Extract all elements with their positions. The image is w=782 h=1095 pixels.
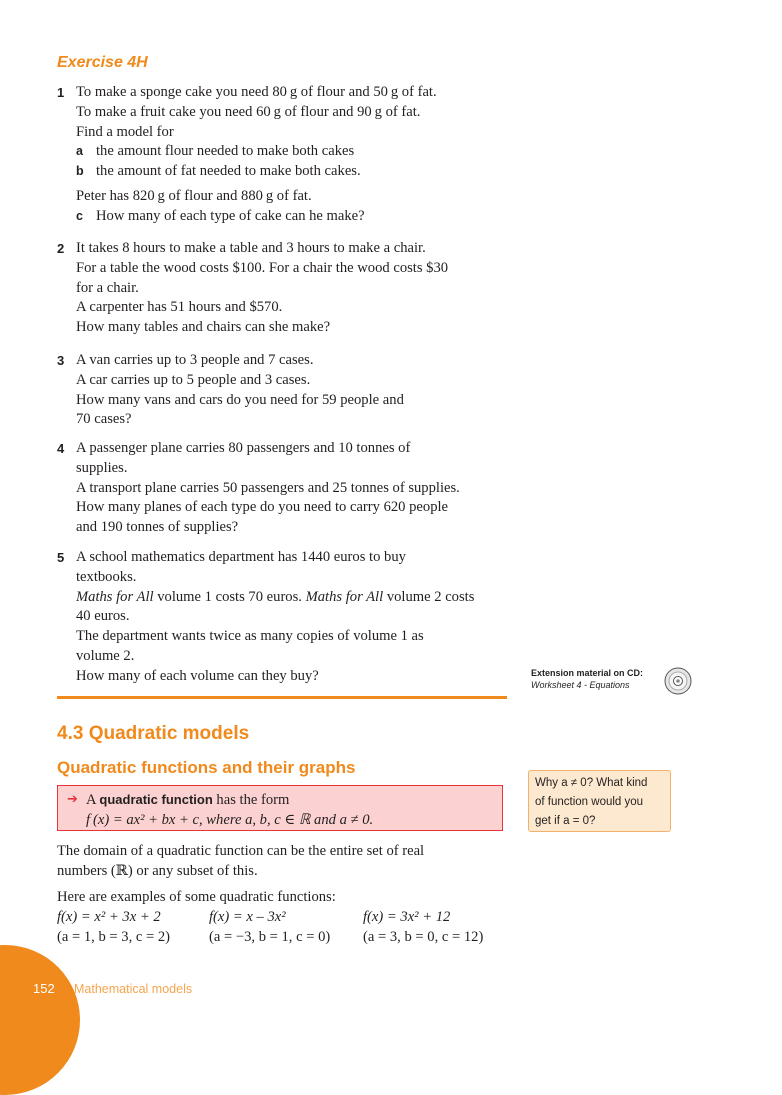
- sub-letter: c: [76, 208, 83, 223]
- question-4: [57, 439, 517, 538]
- question-number: 5: [57, 550, 65, 565]
- question-line: The department wants twice as many copies of volume 1 as: [76, 628, 424, 645]
- question-line: To make a fruit cake you need 60 g of flour and 90 g of fat.: [76, 103, 421, 120]
- sub-letter: a: [76, 144, 83, 159]
- definition-prefix: A: [86, 792, 100, 808]
- question-line: How many tables and chairs can she make?: [76, 319, 331, 336]
- question-line: and 190 tonnes of supplies?: [76, 519, 239, 536]
- extension-label: Extension material on CD:: [531, 668, 644, 678]
- running-head: Mathematical models: [74, 982, 193, 996]
- question-line: A passenger plane carries 80 passengers and 10 tonnes of: [76, 440, 411, 456]
- example-coefficients: (a = 1, b = 3, c = 2): [57, 929, 171, 945]
- example-function: f(x) = x – 3x²: [209, 909, 286, 925]
- sub-question-b: [76, 162, 517, 182]
- question-line: How many planes of each type do you need to carry 620 people: [76, 499, 449, 516]
- domain-paragraph: [57, 842, 517, 882]
- paragraph-line: The domain of a quadratic function can be the entire set of real: [57, 843, 425, 859]
- question-line-book-prices: [76, 588, 517, 608]
- question-line: How many vans and cars do you need for 59 people and: [76, 391, 404, 408]
- arrow-right-icon: ➔: [67, 792, 78, 807]
- subsection-title: Quadratic functions and their graphs: [57, 758, 356, 777]
- book-price-text: volume 1 costs 70 euros.: [153, 588, 306, 605]
- example-2: [209, 907, 330, 947]
- sub-question-a: [76, 142, 517, 162]
- question-2: [57, 239, 517, 338]
- definition-term: quadratic function: [99, 792, 213, 807]
- question-number: 1: [57, 85, 65, 100]
- question-line: A transport plane carries 50 passengers and 25 tonnes of supplies.: [76, 479, 460, 496]
- question-line: for a chair.: [76, 279, 139, 296]
- question-line: How many of each volume can they buy?: [76, 667, 319, 684]
- question-number: 3: [57, 353, 65, 368]
- sub-letter: b: [76, 164, 84, 179]
- question-number: 4: [57, 441, 65, 456]
- question-line: It takes 8 hours to make a table and 3 hours to make a chair.: [76, 240, 426, 256]
- definition-box: [57, 785, 503, 831]
- definition-line: [86, 790, 289, 810]
- examples-intro: [57, 888, 517, 908]
- question-5: [57, 548, 517, 687]
- book-title: Maths for All: [305, 588, 384, 605]
- margin-note-line: Why a ≠ 0? What kind: [535, 777, 648, 789]
- margin-note: [528, 770, 671, 832]
- question-line: supplies.: [76, 459, 128, 476]
- sub-question-c: [76, 207, 517, 227]
- question-line: Find a model for: [76, 123, 174, 140]
- example-1: [57, 907, 170, 947]
- exercise-heading: Exercise 4H: [57, 54, 148, 71]
- extension-material: [531, 668, 643, 690]
- definition-suffix: has the form: [212, 792, 290, 808]
- margin-note-line: get if a = 0?: [535, 815, 596, 827]
- section-title: 4.3 Quadratic models: [57, 723, 250, 744]
- page-number: 152: [33, 981, 55, 996]
- question-line: A carpenter has 51 hours and $570.: [76, 299, 283, 316]
- book-price-text: volume 2 costs: [383, 588, 475, 605]
- paragraph-line: Here are examples of some quadratic functions:: [57, 889, 336, 905]
- example-coefficients: (a = −3, b = 1, c = 0): [209, 929, 331, 945]
- question-1: [57, 83, 517, 227]
- question-line: A car carries up to 5 people and 3 cases.: [76, 371, 311, 388]
- question-line: To make a sponge cake you need 80 g of flour and 50 g of fat.: [76, 84, 437, 100]
- question-3: [57, 351, 517, 430]
- question-line: A school mathematics department has 1440 euros to buy: [76, 549, 406, 565]
- paragraph-line: numbers (ℝ) or any subset of this.: [57, 862, 258, 879]
- cd-icon: [664, 667, 692, 695]
- question-number: 2: [57, 241, 65, 256]
- question-line: Peter has 820 g of flour and 880 g of fat.: [76, 187, 312, 204]
- sub-text: How many of each type of cake can he make?: [96, 207, 365, 224]
- definition-formula: f (x) = ax² + bx + c, where a, b, c ∈ ℝ and a ≠ 0.: [86, 812, 374, 828]
- question-line: For a table the wood costs $100. For a chair the wood costs $30: [76, 259, 449, 276]
- book-title: Maths for All: [76, 588, 154, 605]
- sub-text: the amount of fat needed to make both cakes.: [96, 163, 361, 180]
- example-function: f(x) = 3x² + 12: [363, 909, 451, 925]
- question-line: A van carries up to 3 people and 7 cases.: [76, 352, 314, 368]
- example-function: f(x) = x² + 3x + 2: [57, 909, 161, 925]
- extension-worksheet: Worksheet 4 - Equations: [531, 680, 630, 690]
- example-3: [363, 907, 483, 947]
- page-corner-decoration: [0, 945, 80, 1095]
- question-line: 40 euros.: [76, 608, 130, 625]
- example-coefficients: (a = 3, b = 0, c = 12): [363, 929, 484, 945]
- question-line: textbooks.: [76, 568, 137, 585]
- question-line: volume 2.: [76, 647, 135, 664]
- section-divider: [57, 696, 507, 699]
- question-line: 70 cases?: [76, 411, 132, 428]
- margin-note-line: of function would you: [535, 796, 644, 808]
- sub-text: the amount flour needed to make both cakes: [96, 143, 355, 160]
